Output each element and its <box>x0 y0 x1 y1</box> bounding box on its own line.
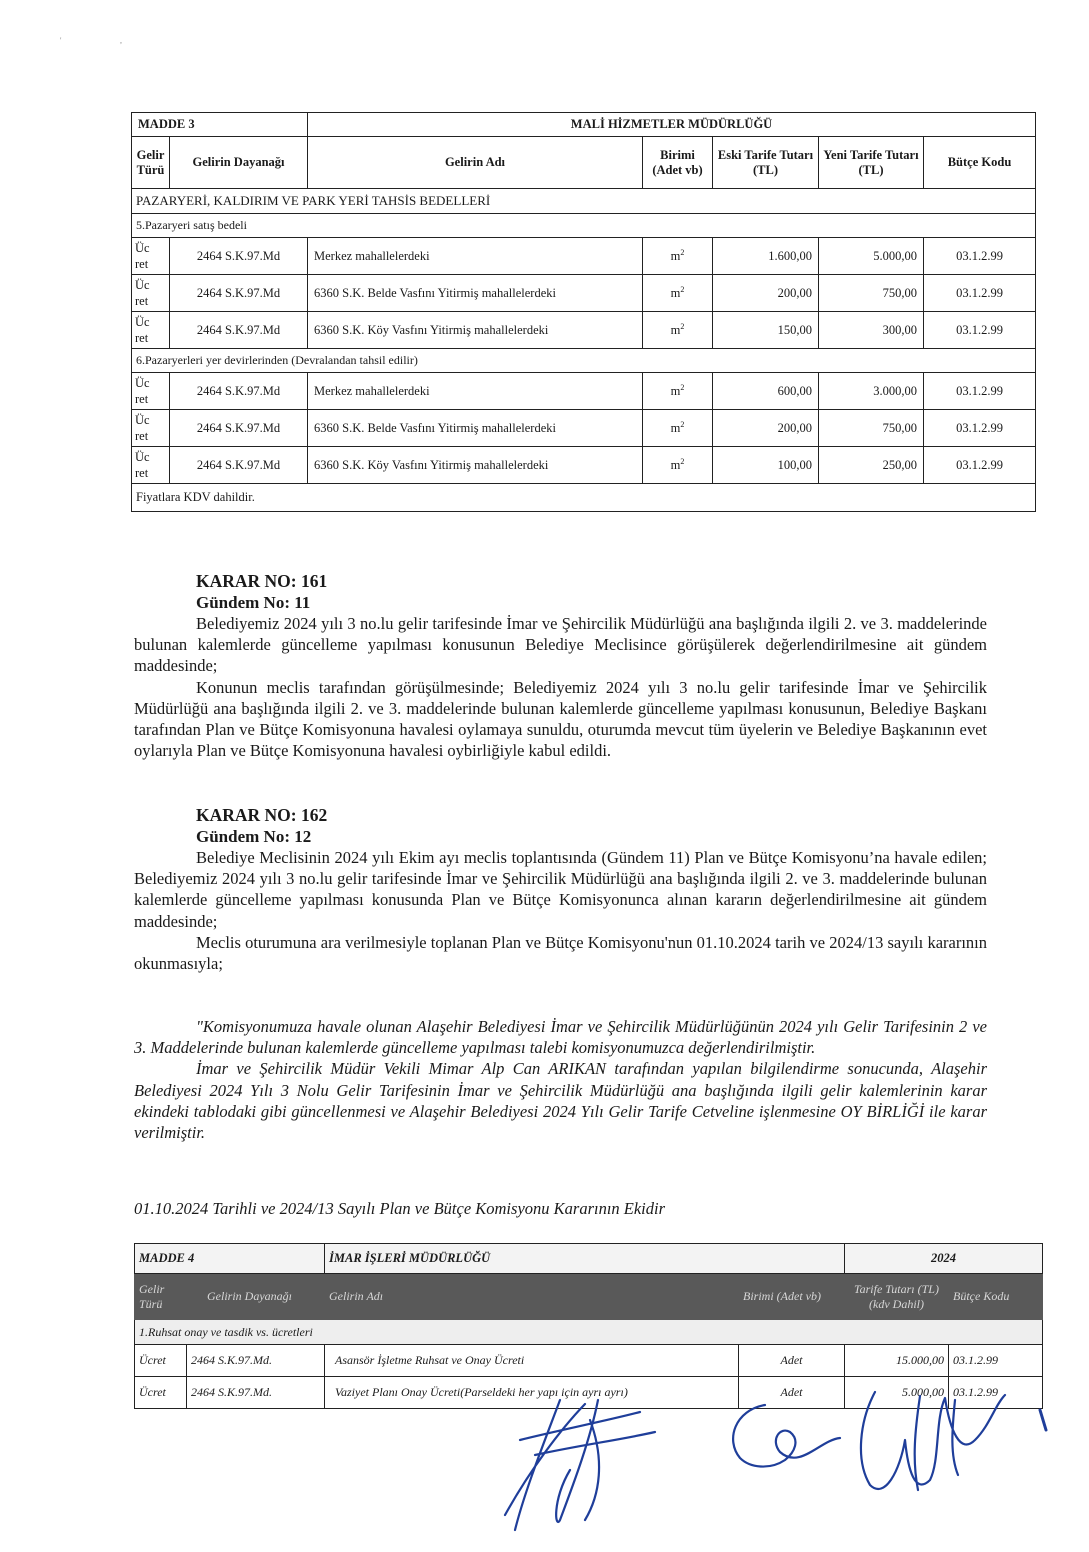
paragraph: Konunun meclis tarafından görüşülmesinde; Belediyemiz 2024 yılı 3 no.lu gelir tarifesinde İmar ve Şehircilik Müdürlüğü ana başlığında ilgili 2. ve 3. maddelerinde bulunan kalemlerde güncelleme yapılması konusunun, Belediye Başkanı tarafından Plan ve Bütçe Komisyonuna havalesi oylamaya sunuldu, oturumda mevcut tüm üyelerin ve Belediye Başkanının evet oylarıyla Plan ve Bütçe Komisyonuna havalesi oybirliğiyle kabul edildi. <box>134 677 987 761</box>
cell-eski: 100,00 <box>713 447 819 484</box>
cell-dayanak: 2464 S.K.97.Md. <box>187 1345 325 1377</box>
cell-birim: Adet <box>739 1377 845 1409</box>
header-gelir-turu: Gelir Türü <box>135 1274 187 1320</box>
table-row <box>132 312 1036 349</box>
cell-birim: $m^2$ <box>643 275 713 312</box>
header-adi: Gelirin Adı <box>308 137 643 189</box>
cell-yeni: 3.000,00 <box>819 373 924 410</box>
signature-1 <box>505 1400 655 1530</box>
cell-eski: 200,00 <box>713 410 819 447</box>
cell-tur: Üc ret <box>132 410 170 447</box>
cell-dayanak: 2464 S.K.97.Md <box>170 312 308 349</box>
tariff-table-madde3 <box>131 112 1036 512</box>
karar-no: KARAR NO: 162 <box>196 805 328 825</box>
header-yeni-tarife: Yeni Tarife Tutarı (TL) <box>819 137 924 189</box>
cell-tur: Üc ret <box>132 373 170 410</box>
table-row <box>132 373 1036 410</box>
cell-eski: 600,00 <box>713 373 819 410</box>
scan-speck: , <box>120 36 122 45</box>
header-eski-tarife: Eski Tarife Tutarı (TL) <box>713 137 819 189</box>
header-birimi: Birimi (Adet vb) <box>739 1274 845 1320</box>
signature-2 <box>733 1405 840 1467</box>
table-row <box>132 447 1036 484</box>
cell-birim: $m^2$ <box>643 373 713 410</box>
cell-tur: Üc ret <box>132 312 170 349</box>
group-title: 5.Pazaryeri satış bedeli <box>132 214 1036 238</box>
cell-adi: Vaziyet Planı Onay Ücreti(Parseldeki her yapı için ayrı ayrı) <box>325 1377 739 1409</box>
cell-adi: Asansör İşletme Ruhsat ve Onay Ücreti <box>325 1345 739 1377</box>
madde-label: MADDE 4 <box>135 1244 325 1274</box>
cell-yeni: 5.000,00 <box>819 238 924 275</box>
cell-dayanak: 2464 S.K.97.Md <box>170 373 308 410</box>
cell-dayanak: 2464 S.K.97.Md <box>170 238 308 275</box>
table-row <box>135 1377 1043 1409</box>
cell-dayanak: 2464 S.K.97.Md. <box>187 1377 325 1409</box>
cell-yeni: 300,00 <box>819 312 924 349</box>
paragraph: Belediyemiz 2024 yılı 3 no.lu gelir tarifesinde İmar ve Şehircilik Müdürlüğü ana başlığında ilgili 2. ve 3. maddelerinde bulunan kalemlerde güncelleme yapılması konusunun Belediye Meclisince görüşülerek değerlendirilmesine ait gündem maddesinde; <box>134 614 987 676</box>
header-birimi: Birimi (Adet vb) <box>643 137 713 189</box>
cell-yeni: 750,00 <box>819 275 924 312</box>
karar-161-block <box>134 571 987 761</box>
header-butce-kodu: Bütçe Kodu <box>924 137 1036 189</box>
cell-kod: 03.1.2.99 <box>924 447 1036 484</box>
group-title: 1.Ruhsat onay ve tasdik vs. ücretleri <box>135 1320 1043 1345</box>
cell-birim: Adet <box>739 1345 845 1377</box>
header-dayanak: Gelirin Dayanağı <box>170 137 308 189</box>
cell-tur: Ücret <box>135 1345 187 1377</box>
cell-birim: $m^2$ <box>643 447 713 484</box>
paragraph: Meclis oturumuna ara verilmesiyle toplanan Plan ve Bütçe Komisyonu'nun 01.10.2024 tarih ve 2024/13 sayılı kararının okunmasıyla; <box>134 932 987 974</box>
cell-eski: 200,00 <box>713 275 819 312</box>
cell-tutar: 15.000,00 <box>845 1345 949 1377</box>
mudurluk-title: İMAR İŞLERİ MÜDÜRLÜĞÜ <box>325 1244 845 1274</box>
komisyon-quote <box>134 1016 987 1143</box>
cell-adi: 6360 S.K. Belde Vasfını Yitirmiş mahallelerdeki <box>308 275 643 312</box>
cell-adi: Merkez mahallelerdeki <box>308 373 643 410</box>
ek-caption: 01.10.2024 Tarihli ve 2024/13 Sayılı Plan ve Bütçe Komisyonu Kararının Ekidir <box>134 1199 666 1218</box>
cell-birim: $m^2$ <box>643 410 713 447</box>
header-adi: Gelirin Adı <box>325 1274 739 1320</box>
cell-kod: 03.1.2.99 <box>949 1345 1043 1377</box>
section-title: PAZARYERİ, KALDIRIM VE PARK YERİ TAHSİS BEDELLERİ <box>132 189 1036 214</box>
table-row <box>132 238 1036 275</box>
table-row <box>132 410 1036 447</box>
table-row <box>135 1345 1043 1377</box>
cell-kod: 03.1.2.99 <box>924 410 1036 447</box>
cell-tur: Üc ret <box>132 447 170 484</box>
quote-paragraph: "Komisyonumuza havale olunan Alaşehir Belediyesi İmar ve Şehircilik Müdürlüğünün 2024 yılı Gelir Tarifesinin 2 ve 3. Maddelerinde bulunan kalemlerde güncelleme yapılması talebi komisyonumuzca değerlendirilmiştir. <box>134 1017 987 1058</box>
cell-adi: 6360 S.K. Köy Vasfını Yitirmiş mahallelerdeki <box>308 312 643 349</box>
header-butce-kodu: Bütçe Kodu <box>949 1274 1043 1320</box>
gundem-no: Gündem No: 11 <box>196 593 311 612</box>
tariff-table-madde4 <box>134 1243 1043 1409</box>
karar-162-block <box>134 805 987 974</box>
cell-kod: 03.1.2.99 <box>924 275 1036 312</box>
cell-eski: 150,00 <box>713 312 819 349</box>
cell-birim: $m^2$ <box>643 312 713 349</box>
cell-dayanak: 2464 S.K.97.Md <box>170 410 308 447</box>
cell-yeni: 750,00 <box>819 410 924 447</box>
mudurluk-title: MALİ HİZMETLER MÜDÜRLÜĞÜ <box>308 113 1036 137</box>
header-gelir-turu: Gelir Türü <box>132 137 170 189</box>
scan-speck: ' <box>60 36 62 45</box>
cell-kod: 03.1.2.99 <box>924 312 1036 349</box>
cell-tutar: 5.000,00 <box>845 1377 949 1409</box>
table-row <box>132 275 1036 312</box>
table-note: Fiyatlara KDV dahildir. <box>132 484 1036 512</box>
cell-adi: 6360 S.K. Belde Vasfını Yitirmiş mahallelerdeki <box>308 410 643 447</box>
quote-paragraph: İmar ve Şehircilik Müdür Vekili Mimar Alp Can ARIKAN tarafından yapılan bilgilendirme sonucunda, Alaşehir Belediyesi 2024 Yılı 3 Nolu Gelir Tarifesinin İmar ve Şehircilik Müdürlüğü ana başlığında ilgili gelir kalemlerinin karar ekindeki tablodaki gibi güncellenmesi ve Alaşehir Belediyesi 2024 Yılı Gelir Tarife Cetveline işlenmesine OY BİRLİĞİ ile karar verilmiştir. <box>134 1059 987 1143</box>
cell-tur: Üc ret <box>132 275 170 312</box>
cell-dayanak: 2464 S.K.97.Md <box>170 447 308 484</box>
paragraph: Belediye Meclisinin 2024 yılı Ekim ayı meclis toplantısında (Gündem 11) Plan ve Bütçe Komisyonu’na havale edilen; Belediyemiz 2024 yılı 3 no.lu gelir tarifesinde İmar ve Şehircilik Müdürlüğü ana başlığında ilgili 2. ve 3. maddelerinde bulunan kalemlerde güncelleme yapılması konusunda Plan ve Bütçe Komisyonunca alınan kararın değerlendirilmesine ait gündem maddesinde; <box>134 848 987 931</box>
header-tutar: Tarife Tutarı (TL) (kdv Dahil) <box>845 1274 949 1320</box>
cell-kod: 03.1.2.99 <box>949 1377 1043 1409</box>
cell-adi: 6360 S.K. Köy Vasfını Yitirmiş mahallelerdeki <box>308 447 643 484</box>
madde-label: MADDE 3 <box>132 113 308 137</box>
cell-kod: 03.1.2.99 <box>924 373 1036 410</box>
cell-birim: $m^2$ <box>643 238 713 275</box>
karar-no: KARAR NO: 161 <box>196 571 328 591</box>
group-title: 6.Pazaryerleri yer devirlerinden (Devralandan tahsil edilir) <box>132 349 1036 373</box>
signature-mark <box>1040 1410 1046 1430</box>
cell-kod: 03.1.2.99 <box>924 238 1036 275</box>
cell-yeni: 250,00 <box>819 447 924 484</box>
cell-dayanak: 2464 S.K.97.Md <box>170 275 308 312</box>
cell-tur: Ücret <box>135 1377 187 1409</box>
cell-eski: 1.600,00 <box>713 238 819 275</box>
gundem-no: Gündem No: 12 <box>196 827 312 846</box>
cell-tur: Üc ret <box>132 238 170 275</box>
cell-adi: Merkez mahallelerdeki <box>308 238 643 275</box>
header-dayanak: Gelirin Dayanağı <box>187 1274 325 1320</box>
year-label: 2024 <box>845 1244 1043 1274</box>
